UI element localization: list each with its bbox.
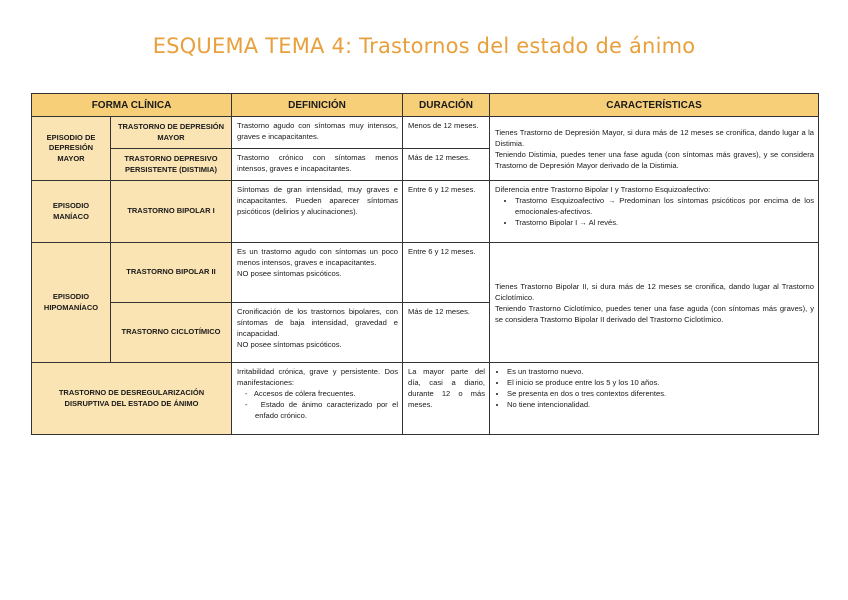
disorder-bipolar2: TRASTORNO BIPOLAR II [111,243,232,303]
disorder-bipolar1: TRASTORNO BIPOLAR I [111,181,232,243]
header-duracion: DURACIÓN [403,94,490,117]
dur-distimia: Más de 12 meses. [403,149,490,181]
episode-hipomaniaco: EPISODIO HIPOMANÍACO [32,243,111,363]
header-row [32,94,819,117]
car-tdm: Tienes Trastorno de Depresión Mayor, si dura más de 12 meses se cronifica, dando lugar a la Distimia. [495,128,814,148]
car-ciclotimico: Teniendo Trastorno Ciclotímico, puedes tener una fase aguda (con síntomas más graves), y se considera Trastorno Bipolar II derivado del Trastorno Ciclotímico. [495,303,814,324]
def-bipolar2 [232,243,403,303]
car-bipolar2: Tienes Trastorno Bipolar II, si dura más de 12 meses se cronifica, dando lugar al Trastorno Ciclotímico. [495,281,814,302]
car-distimia: Teniendo Distimia, puedes tener una fase aguda (con síntomas más graves), y se considera Trastorno de Depresión Mayor derivado de la Distimia. [495,150,814,170]
header-definicion: DEFINICIÓN [232,94,403,117]
table-row [32,243,819,303]
dur-bipolar2: Entre 6 y 12 meses. [403,243,490,303]
episode-maniaco: EPISODIO MANÍACO [32,181,111,243]
def-bipolar1: Síntomas de gran intensidad, muy graves e incapacitantes. Pueden aparecer síntomas psicóticos (delirios y alucinaciones). [232,181,403,243]
table-row [32,181,819,243]
def-bipolar2-note: NO posee síntomas psicóticos. [237,269,342,278]
def-distimia: Trastorno crónico con síntomas menos intensos, graves e incapacitantes. [232,149,403,181]
disorder-tdm: TRASTORNO DE DEPRESIÓN MAYOR [111,117,232,149]
def-tdm: Trastorno agudo con síntomas muy intensos, graves e incapacitantes. [232,117,403,149]
dur-disruptiva: La mayor parte del día, casi a diario, durante 12 o más meses. [403,363,490,435]
def-disruptiva-text: Irritabilidad crónica, grave y persistente. Dos manifestaciones: [237,367,398,387]
list-item: • Es un trastorno nuevo. [507,366,814,377]
list-item: - Estado de ánimo caracterizado por el enfado crónico. [245,400,399,420]
list-item: • Trastorno Esquizoafectivo → Predominan los síntomas psicóticos por encima de los emocionales-afectivos. [515,195,814,217]
dur-ciclotimico: Más de 12 meses. [403,303,490,363]
episode-depresion: EPISODIO DE DEPRESIÓN MAYOR [32,117,111,181]
disorder-distimia: TRASTORNO DEPRESIVO PERSISTENTE (DISTIMIA) [111,149,232,181]
car-bipolar1 [490,181,819,243]
table-row [32,117,819,149]
header-forma: FORMA CLÍNICA [32,94,232,117]
header-caracteristicas: CARACTERÍSTICAS [490,94,819,117]
car-hipomaniaco [490,243,819,363]
def-ciclotimico-text: Cronificación de los trastornos bipolares, con síntomas de baja intensidad, gravedad e incapacidad. [237,307,398,338]
car-disruptiva [490,363,819,435]
list-item: - Accesos de cólera frecuentes. [245,389,356,398]
page-title: ESQUEMA TEMA 4: Trastornos del estado de ánimo [152,34,696,58]
def-ciclotimico-note: NO posee síntomas psicóticos. [237,340,342,349]
def-disruptiva [232,363,403,435]
dur-bipolar1: Entre 6 y 12 meses. [403,181,490,243]
def-ciclotimico [232,303,403,363]
car-bipolar1-intro: Diferencia entre Trastorno Bipolar I y Trastorno Esquizoafectivo: [495,185,711,194]
list-item: • Trastorno Bipolar I → Al revés. [515,217,814,228]
def-bipolar2-text: Es un trastorno agudo con síntomas un poco menos intensos, graves e incapacitantes. [237,247,398,267]
list-item: • No tiene intencionalidad. [507,399,814,410]
table-row [32,363,819,435]
disorder-ciclotimico: TRASTORNO CICLOTÍMICO [111,303,232,363]
car-depresion [490,117,819,181]
list-item: • El inicio se produce entre los 5 y los 10 años. [507,377,814,388]
list-item: • Se presenta en dos o tres contextos diferentes. [507,388,814,399]
schema-table [31,93,819,435]
disorder-disruptiva: TRASTORNO DE DESREGULARIZACIÓN DISRUPTIVA DEL ESTADO DE ÁNIMO [32,363,232,435]
dur-tdm: Menos de 12 meses. [403,117,490,149]
